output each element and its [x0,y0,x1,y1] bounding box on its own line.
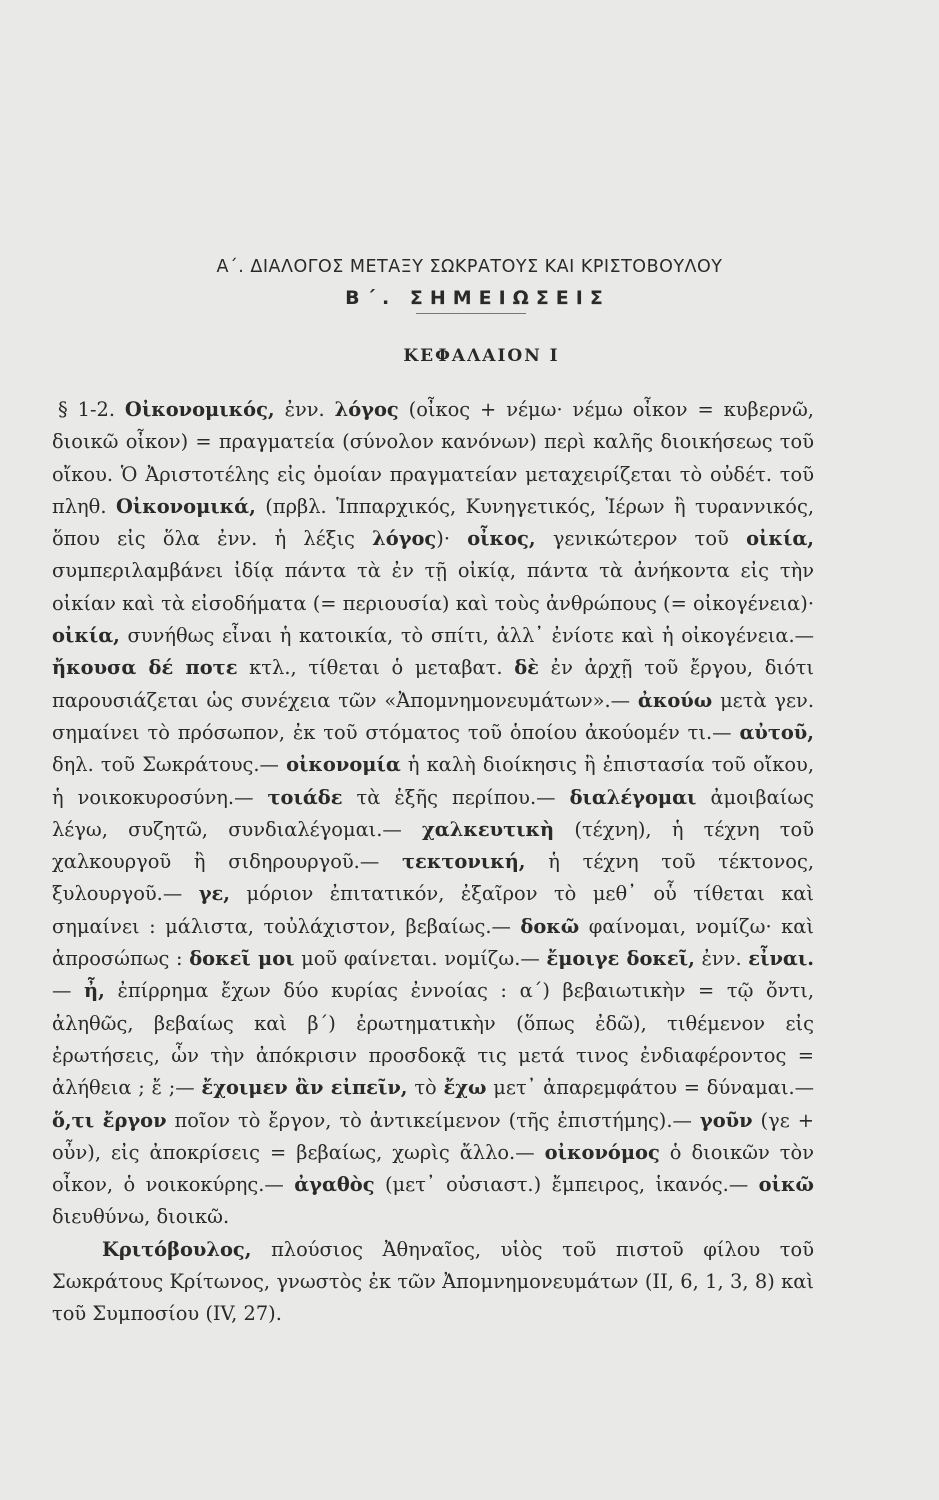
note-paragraph-1 [52,394,814,1234]
lemma-term: ἀγαθὸς [294,1173,375,1197]
lemma-term: λόγος [372,527,437,551]
lemma-term: ἀκούω [637,688,713,712]
note-text: (τέχνη), ἡ τέχνη τοῦ χαλκουργοῦ ἢ σιδηρουργοῦ.— [52,817,814,874]
lemma-term: δὲ [514,656,539,680]
lemma-term: Κριτόβουλος, [102,1237,252,1261]
lemma-term: αὐτοῦ, [739,720,814,744]
note-text: ὁ διοικῶν τὸν οἶκον, ὁ νοικοκύρης.— [52,1140,814,1197]
note-text: ἐνν. [274,398,335,421]
lemma-term: οἰκία, [746,527,814,551]
lemma-term: ὅ,τι ἔργον [52,1108,167,1132]
lemma-term: οἰκονόμος [544,1140,660,1164]
note-text: § 1-2. [58,398,125,421]
note-paragraph-2 [52,1234,814,1331]
notes-body [52,394,814,1331]
lemma-term: διαλέγομαι [569,785,697,809]
lemma-term: οἰκονομία [286,753,401,777]
lemma-term: χαλκευτικὴ [422,817,555,841]
note-text: τὸ [407,1076,444,1100]
lemma-term: Οἰκονομικός, [124,398,275,421]
lemma-term: λόγος [334,398,399,421]
lemma-term: γοῦν [699,1108,753,1132]
note-text: φαίνομαι, νομίζω· καὶ ἀπροσώπως : [52,914,814,971]
lemma-term: τοιάδε [267,785,343,809]
note-text: ἐνν. [694,947,749,971]
note-text: (οἶκος + νέμω· νέμω οἶκον = κυβερνῶ, διοικῶ οἶκον) = πραγματεία (σύνολον κανόνων) περὶ καλῆς διοικήσεως τοῦ οἴκου. Ὁ Ἀριστοτέλης εἰς ὁμοίαν πραγματείαν μεταχειρίζεται τὸ οὐδέτ. τοῦ πληθ. [52,398,814,518]
note-text: μοῦ φαίνεται. νομίζω.— [294,947,547,971]
note-text: γενικώτερον τοῦ [535,527,747,551]
lemma-term: δοκεῖ μοι [189,947,295,971]
lemma-term: δοκῶ [520,914,580,938]
lemma-term: οἶκος, [467,527,536,551]
note-text: μόριον ἐπιτατικόν, ἐξαῖρον τὸ μεθ᾽ οὗ τίθεται καὶ σημαίνει : μάλιστα, τοὐλάχιστον, βεβαίως.— [52,882,815,938]
note-text: μετὰ γεν. σημαίνει τὸ πρόσωπον, ἐκ τοῦ στόματος τοῦ ὁποίου ἀκούομέν τι.— [52,688,814,744]
lemma-term: εἶναι. [748,947,814,971]
note-text: συνήθως εἶναι ἡ κατοικία, τὸ σπίτι, ἀλλ᾽ ἐνίοτε καὶ ἡ οἰκογένεια.— [119,624,814,648]
lemma-term: ἔχοιμεν ἂν εἰπεῖν, [201,1076,408,1100]
note-text: )· [436,527,468,551]
note-text: τὰ ἑξῆς περίπου.— [342,785,570,809]
note-text: (μετ᾽ οὐσιαστ.) ἔμπειρος, ἱκανός.— [374,1173,759,1197]
note-text: ἐπίρρημα ἔχων δύο κυρίας ἐννοίας : α΄) βεβαιωτικὴν = τῷ ὄντι, ἀληθῶς, βεβαίως καὶ β΄) ἐρωτηματικὴν (ὅπως ἐδῶ), τιθέμενον εἰς ἐρωτήσεις, ὧν τὴν ἀπόκρισιν προσδοκᾷ τις μετά τινος ἐνδιαφέροντος = ἀλήθεια ; ἔ ;— [52,979,814,1100]
note-text: κτλ., τίθεται ὁ μεταβατ. [237,656,515,680]
lemma-term: γε, [198,882,231,906]
note-text: διευθύνω, διοικῶ. [52,1205,230,1229]
note-text: ποῖον τὸ ἔργον, τὸ ἀντικείμενον (τῆς ἐπιστήμης).— [166,1108,700,1132]
note-text: ἡ καλὴ διοίκησις ἢ ἐπιστασία τοῦ οἴκου, ἡ νοικοκυροσύνη.— [52,753,814,809]
note-text: (πρβλ. Ἱππαρχικός, Κυνηγετικός, Ἱέρων ἢ τυραννικός, ὅπου εἰς ὅλα ἐνν. ἡ λέξις [52,494,815,551]
note-text: δηλ. τοῦ Σωκράτους.— [52,753,287,777]
divider-rule [416,313,526,314]
lemma-term: οἰκία, [52,624,120,648]
section-title: Β΄. ΣΗΜΕΙΩΣΕΙΣ [345,287,610,309]
lemma-term: ἔμοιγε δοκεῖ, [546,947,695,971]
note-text: συμπεριλαμβάνει ἰδίᾳ πάντα τὰ ἐν τῇ οἰκίᾳ, πάντα τὰ ἀνήκοντα εἰς τὴν οἰκίαν καὶ τὰ εἰσοδήματα (= περιουσία) καὶ τοὺς ἀνθρώπους (= οἰκογένεια)· [52,559,814,615]
note-text: (γε + οὖν), εἰς ἀποκρίσεις = βεβαίως, χωρὶς ἄλλο.— [52,1108,814,1164]
note-text: μετ᾽ ἀπαρεμφάτου = δύναμαι.— [486,1076,815,1100]
note-text: ἡ τέχνη τοῦ τέκτονος, ξυλουργοῦ.— [52,850,814,906]
dialogue-subtitle: Α΄. ΔΙΑΛΟΓΟΣ ΜΕΤΑΞΥ ΣΩΚΡΑΤΟΥΣ ΚΑΙ ΚΡΙΣΤΟΒΟΥΛΟΥ [216,257,723,277]
note-text: ἐν ἀρχῇ τοῦ ἔργου, διότι παρουσιάζεται ὡς συνέχεια τῶν «Ἀπομνημονευμάτων».— [52,656,814,712]
note-text: ἀμοιβαίως λέγω, συζητῶ, συνδιαλέγομαι.— [52,785,814,841]
note-text: πλούσιος Ἀθηναῖος, υἱὸς τοῦ πιστοῦ φίλου τοῦ Σωκράτους Κρίτωνος, γνωστὸς ἐκ τῶν Ἀπομνημονευμάτων (ΙΙ, 6, 1, 3, 8) καὶ τοῦ Συμποσίου (ΙV, 27). [52,1237,814,1326]
chapter-heading: ΚΕΦΑΛΑΙΟΝ Ι [403,346,560,366]
lemma-term: τεκτονική, [401,850,526,874]
lemma-term: ἦ, [84,979,105,1003]
lemma-term: Οἰκονομικά, [115,494,256,518]
note-text: — [52,979,85,1003]
lemma-term: ἤκουσα δέ ποτε [52,656,238,680]
lemma-term: ἔχω [443,1076,487,1100]
lemma-term: οἰκῶ [758,1173,814,1197]
